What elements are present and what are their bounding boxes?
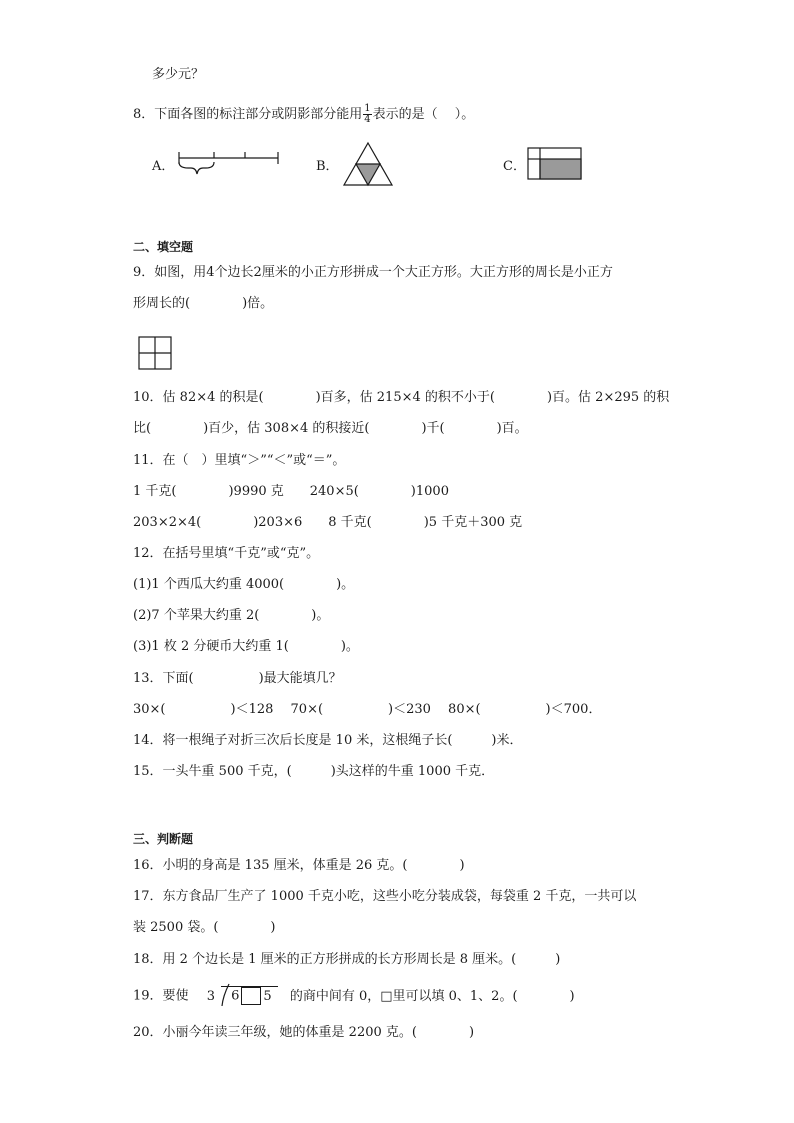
long-division-symbol [221,986,278,1006]
question-15: 15．一头牛重 500 千克，( )头这样的牛重 1000 千克． [133,764,495,779]
q19-dividend-first-digit: 6 [231,988,240,1004]
q8-option-c-figure [527,147,583,181]
q8-option-a-figure [176,150,280,180]
q19-dividend-last-digit: 5 [263,988,272,1004]
question-20: 20．小丽今年读三年级，她的体重是 2200 克。( ) [133,1025,475,1040]
question-18: 18．用 2 个边长是 1 厘米的正方形拼成的长方形周长是 8 厘米。( ) [133,952,561,967]
question-14: 14．将一根绳子对折三次后长度是 10 米，这根绳子长( )米． [133,733,523,748]
q19-divisor: 3 [206,988,215,1004]
q8-option-b-figure [342,141,394,187]
q10-line1: 10．估 82×4 的积是( )百多，估 215×4 的积不小于( )百。估 2×295 的积 [133,390,670,405]
q19-after: 的商中间有 0，□里可以填 0、1、2。( ) [289,988,575,1004]
q9-line1: 9．如图，用4个边长2厘米的小正方形拼成一个大正方形。大正方形的周长是小正方 [133,265,613,280]
q17-line1: 17．东方食品厂生产了 1000 千克小吃，这些小吃分装成袋，每袋重 2 千克，一共可以 [133,889,637,904]
q8-stem-after: 表示的是（ ）。 [372,107,475,122]
fraction-one-quarter: $\frac{1}{4}$ [364,103,371,125]
q8-option-b-label: B． [316,159,339,174]
q12-item-3: (3)1 枚 2 分硬币大约重 1( )。 [133,639,359,654]
q9-line2: 形周长的( )倍。 [133,296,274,311]
q10-line2: 比( )百少，估 308×4 的积接近( )千( )百。 [133,421,528,436]
q12-item-2: (2)7 个苹果大约重 2( )。 [133,608,330,623]
q19-before: 19．要使 [133,988,189,1004]
q8-option-c-label: C． [503,159,526,174]
section-2-heading: 二、填空题 [133,240,194,254]
q11-stem: 11．在（ ）里填“＞”“＜”或“＝”。 [133,453,346,468]
q7-tail: 多少元？ [152,67,205,82]
q11-line1: 1 千克( )9990 克 240×5( )1000 [133,484,449,499]
q19-blank-box [241,987,261,1005]
question-16: 16．小明的身高是 135 厘米，体重是 26 克。( ) [133,858,465,873]
q12-item-1: (1)1 个西瓜大约重 4000( )。 [133,577,355,592]
q9-grid-figure [138,336,172,370]
section-3-heading: 三、判断题 [133,832,194,846]
q12-stem: 12．在括号里填“千克”或“克”。 [133,546,320,561]
question-19 [133,986,575,1006]
q8-stem-before: 8．下面各图的标注部分或阴影部分能用 [133,107,363,122]
q11-line2: 203×2×4( )203×6 8 千克( )5 千克＋300 克 [133,515,523,530]
question-8 [133,104,474,125]
q17-line2: 装 2500 袋。( ) [133,920,276,935]
q8-option-a-label: A． [152,159,175,174]
q13-line: 30×( )＜128 70×( )＜230 80×( )＜700． [133,702,602,717]
q13-stem: 13．下面( )最大能填几？ [133,671,342,686]
